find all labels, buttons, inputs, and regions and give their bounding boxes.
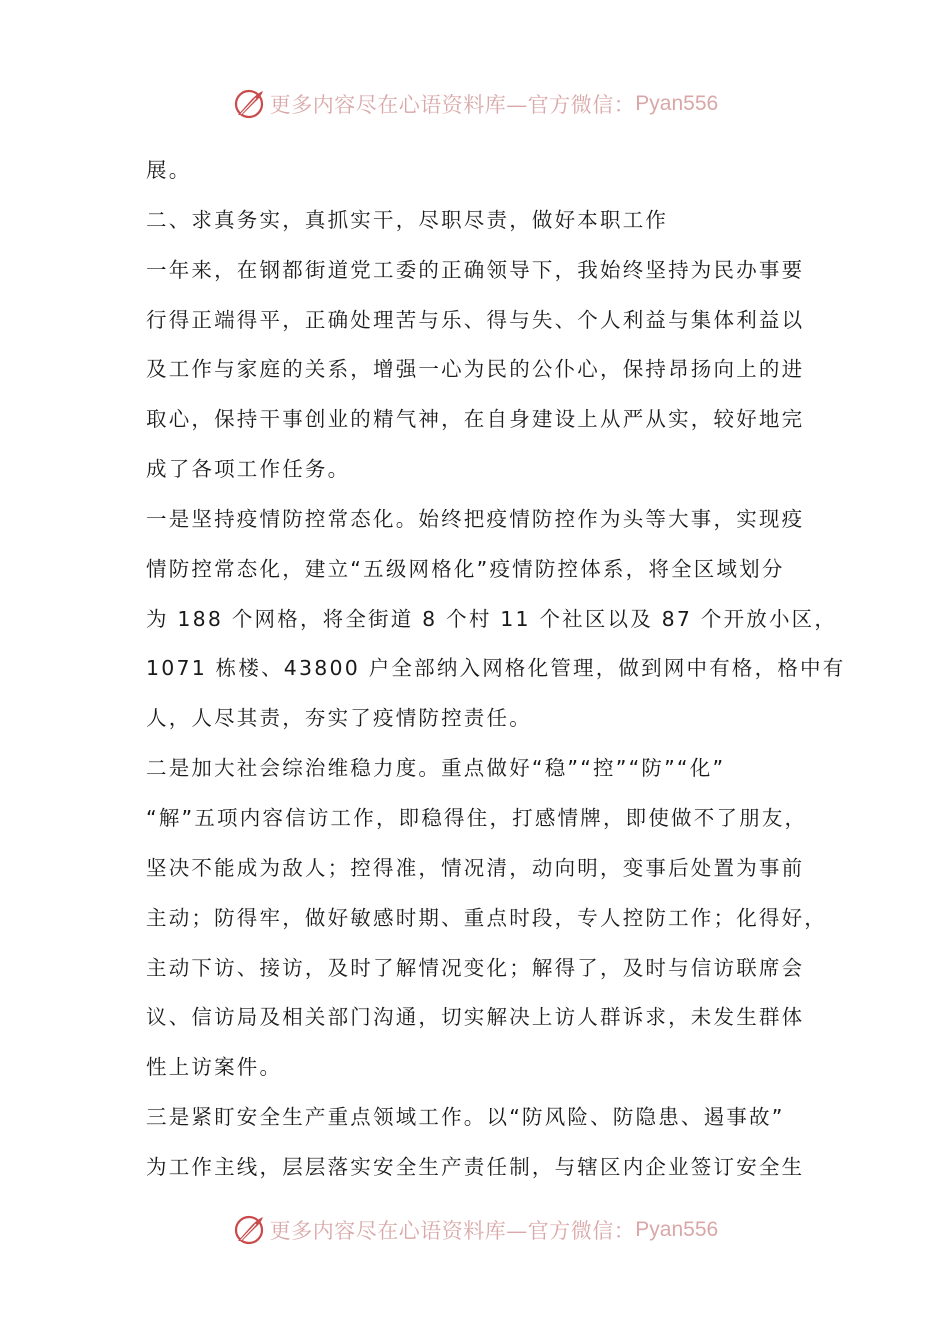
banner-handle: Pyan556 — [635, 92, 719, 115]
text-line: 主动下访、接访，及时了解情况变化；解得了，及时与信访联席会 — [146, 955, 805, 980]
text-line: 三是紧盯安全生产重点领域工作。以“防风险、防隐患、遏事故” — [146, 1105, 785, 1130]
footer-banner — [0, 1210, 950, 1250]
text-line: 为 188 个网格，将全街道 8 个村 11 个社区以及 87 个开放小区， — [146, 606, 838, 631]
text-line: 取心，保持干事创业的精气神，在自身建设上从严从实，较好地完 — [146, 407, 805, 432]
text-line: 性上访案件。 — [146, 1055, 283, 1080]
document-body — [146, 146, 846, 1193]
text-line: 一年来，在钢都街道党工委的正确领导下，我始终坚持为民办事要 — [146, 257, 805, 282]
text-line: 议、信访局及相关部门沟通，切实解决上访人群诉求，未发生群体 — [146, 1005, 805, 1030]
quill-pen-logo-icon — [232, 87, 266, 121]
text-line: 成了各项工作任务。 — [146, 457, 351, 482]
text-line: 及工作与家庭的关系，增强一心为民的公仆心，保持昂扬向上的进 — [146, 357, 805, 382]
banner-text: 更多内容尽在心语资料库—官方微信： — [269, 93, 636, 117]
text-line: 1071 栋楼、43800 户全部纳入网格化管理，做到网中有格，格中有 — [146, 656, 846, 681]
text-line: 行得正端得平，正确处理苦与乐、得与失、个人利益与集体利益以 — [146, 307, 805, 332]
text-line: 主动；防得牢，做好敏感时期、重点时段，专人控防工作；化得好， — [146, 905, 827, 930]
quill-pen-logo-icon — [232, 1213, 266, 1247]
text-line: 为工作主线，层层落实安全生产责任制，与辖区内企业签订安全生 — [146, 1154, 805, 1179]
text-line: 人，人尽其责，夯实了疫情防控责任。 — [146, 706, 532, 731]
banner-handle: Pyan556 — [635, 1218, 719, 1241]
section-heading: 二、求真务实，真抓实干，尽职尽责，做好本职工作 — [146, 207, 669, 232]
text-line: “解”五项内容信访工作，即稳得住，打感情牌，即使做不了朋友， — [146, 805, 808, 830]
text-line: 展。 — [146, 158, 192, 182]
text-line: 一是坚持疫情防控常态化。始终把疫情防控作为头等大事，实现疫 — [146, 506, 805, 531]
text-line: 情防控常态化，建立“五级网格化”疫情防控体系，将全区域划分 — [146, 556, 785, 581]
banner-text: 更多内容尽在心语资料库—官方微信： — [269, 1219, 636, 1243]
text-line: 二是加大社会综治维稳力度。重点做好“稳”“控”“防”“化” — [146, 756, 726, 781]
text-line: 坚决不能成为敌人；控得准，情况清，动向明，变事后处置为事前 — [146, 855, 805, 880]
header-banner — [0, 84, 950, 124]
